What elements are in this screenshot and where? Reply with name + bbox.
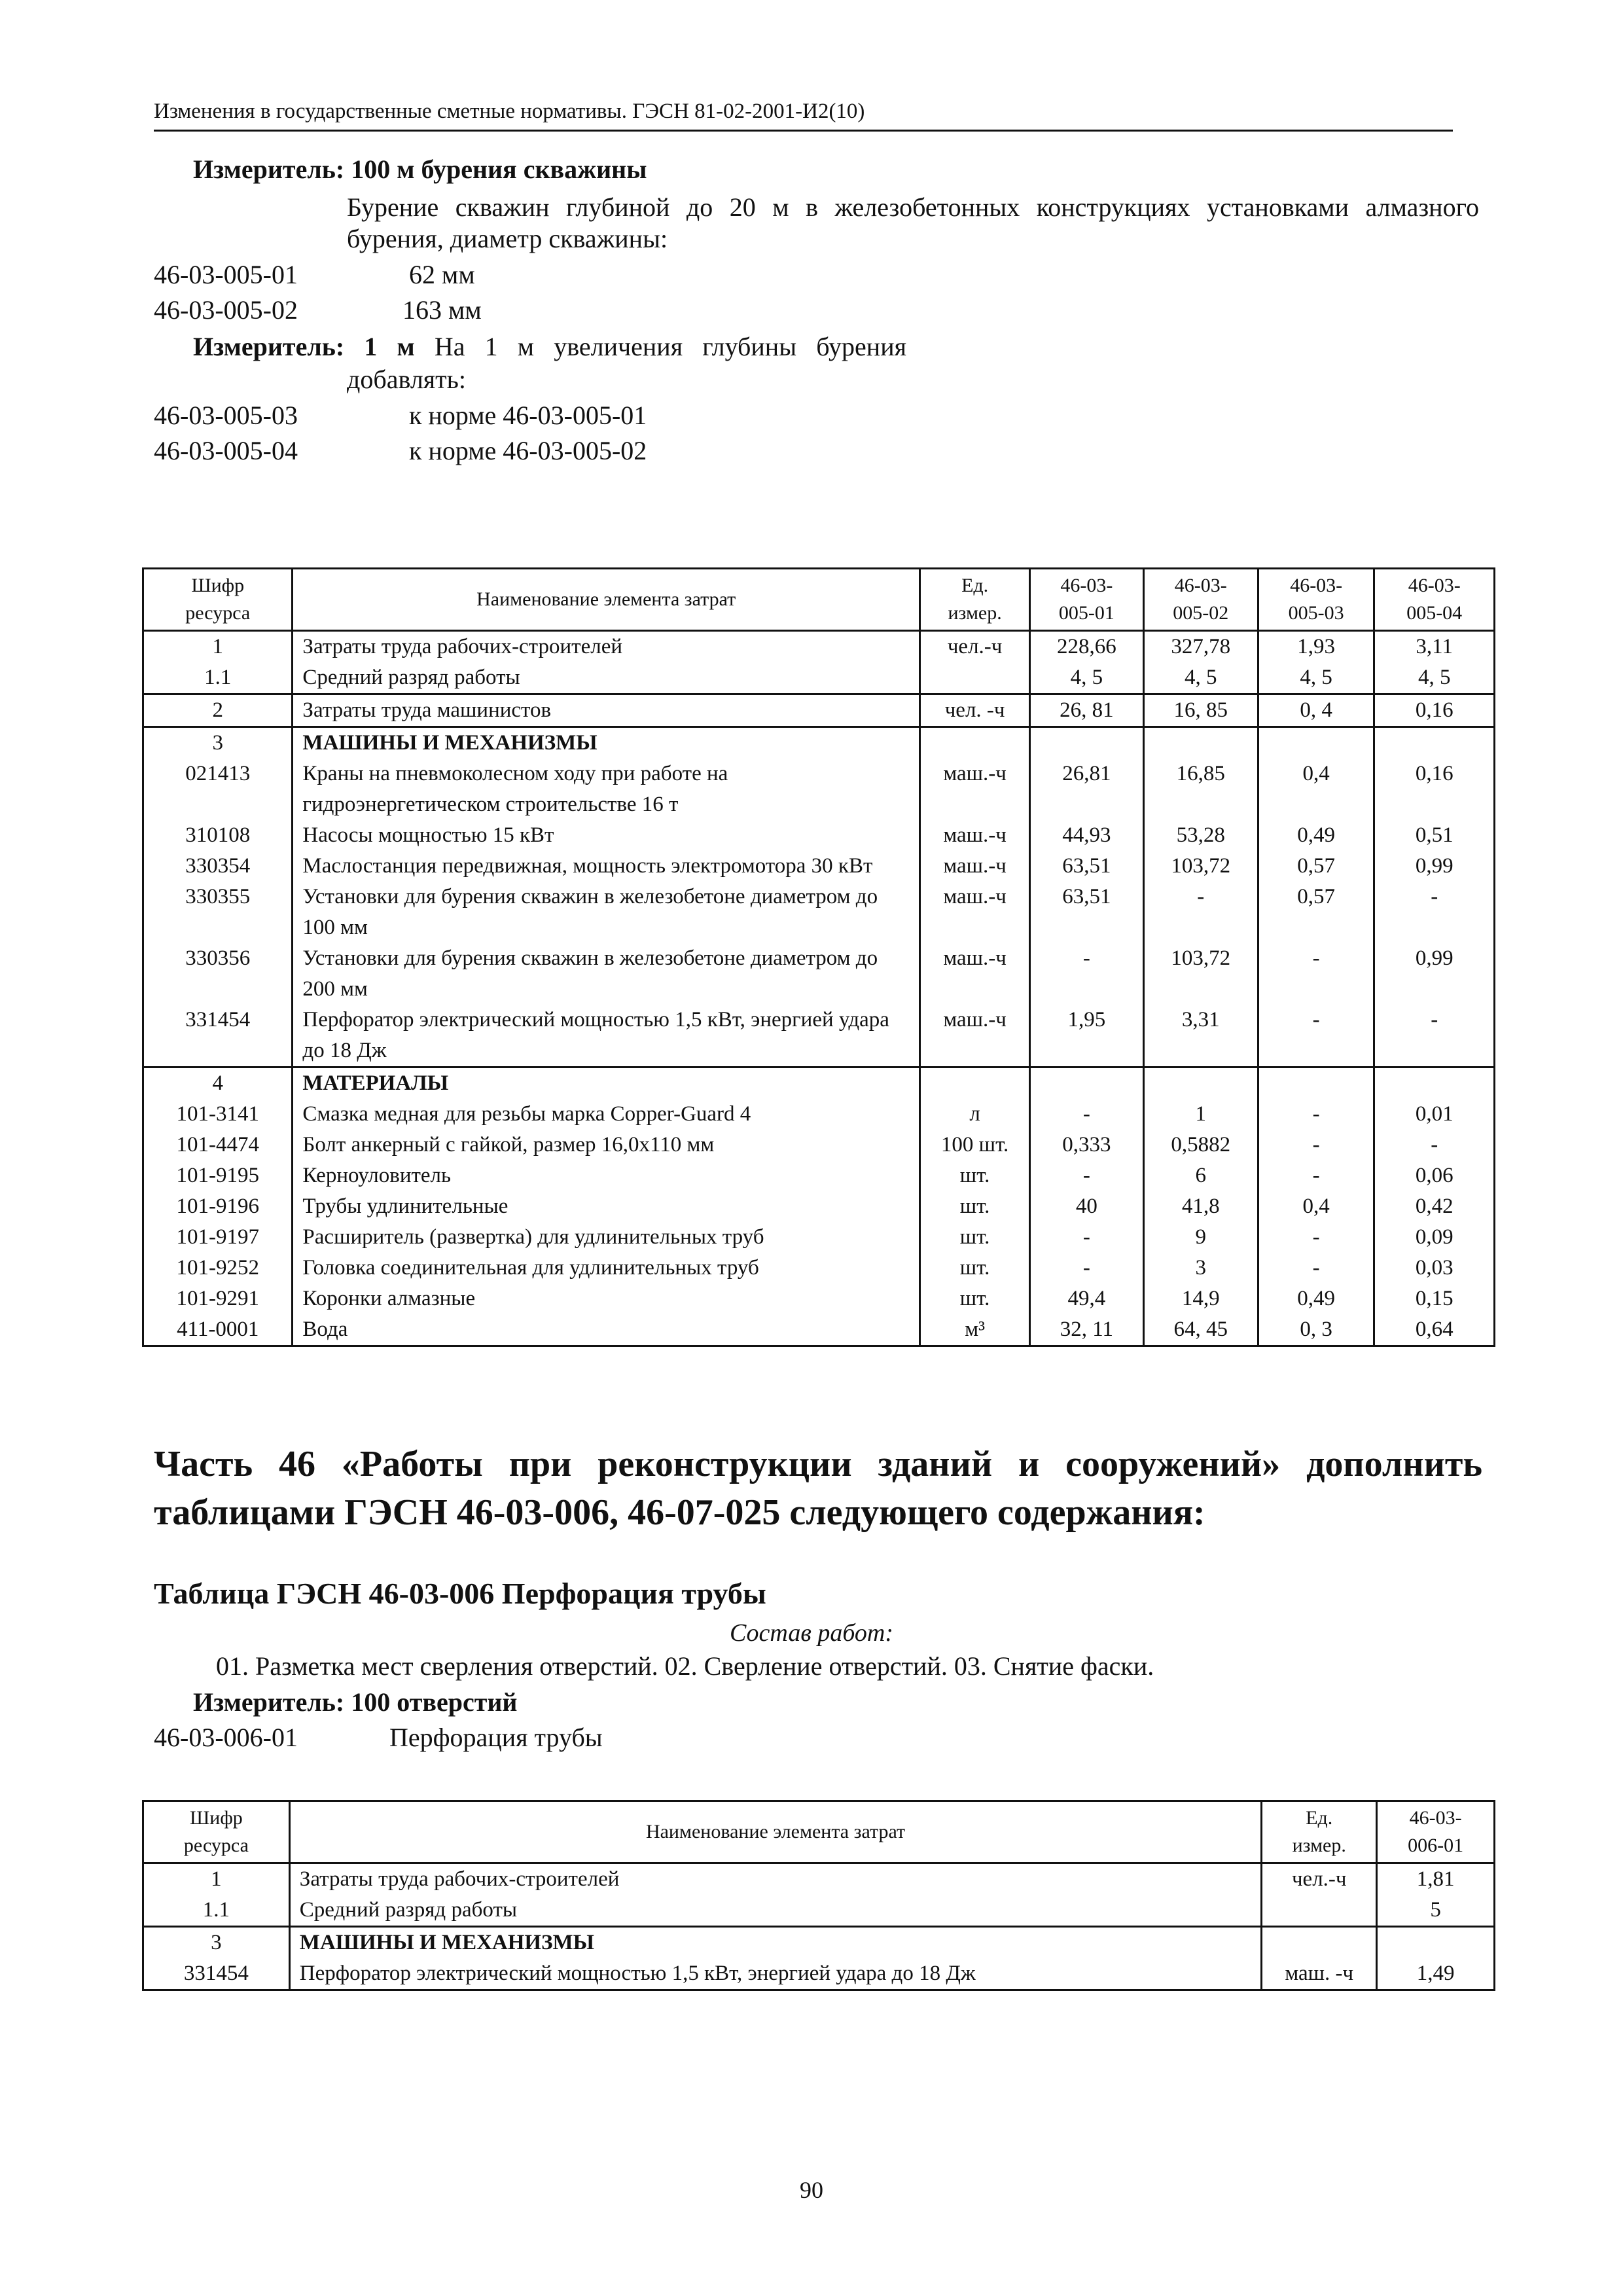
norm-value: - <box>1374 1005 1495 1067</box>
norm-value: 63,51 <box>1030 882 1143 943</box>
resource-code: 101-3141 <box>143 1099 293 1130</box>
norm-value <box>1143 727 1258 759</box>
resource-name: Краны на пневмоколесном ходу при работе на гидроэнергетическом строительстве 16 т <box>293 759 920 820</box>
table-row <box>143 851 1495 882</box>
norm-value: - <box>1030 1160 1143 1191</box>
table-row <box>143 1253 1495 1283</box>
table-row <box>143 1160 1495 1191</box>
resource-unit <box>1262 1895 1377 1927</box>
norm-value: 103,72 <box>1143 851 1258 882</box>
norm-value: - <box>1258 1099 1374 1130</box>
norm-value: 0, 4 <box>1258 694 1374 727</box>
col-header-norm: 46-03- 006-01 <box>1377 1801 1495 1863</box>
norm-value <box>1258 1067 1374 1100</box>
norm-value: 0,99 <box>1374 851 1495 882</box>
norm-value: - <box>1030 1253 1143 1283</box>
norm-text: Перфорация трубы <box>389 1723 603 1752</box>
resource-name: Средний разряд работы <box>289 1895 1262 1927</box>
norm-value: 0,4 <box>1258 1191 1374 1222</box>
resource-unit <box>919 662 1029 694</box>
norm-value: 16, 85 <box>1143 694 1258 727</box>
norm-value: 1,95 <box>1030 1005 1143 1067</box>
resource-name: Установки для бурения скважин в железобетоне диаметром до 200 мм <box>293 943 920 1005</box>
resource-code: 101-4474 <box>143 1130 293 1160</box>
norm-value: - <box>1143 882 1258 943</box>
norm-code: 46-03-006-01 <box>154 1723 298 1752</box>
col-header-norm: 46-03- 005-04 <box>1374 569 1495 631</box>
norm-value: 49,4 <box>1030 1283 1143 1314</box>
table-row <box>143 1958 1495 1990</box>
meter-1m-text-cont: добавлять: <box>347 365 467 394</box>
meter-1m <box>193 329 906 365</box>
norm-value: 1,49 <box>1377 1958 1495 1990</box>
meter-1m-text: На 1 м увеличения глубины бурения <box>434 332 907 361</box>
norm-value: 53,28 <box>1143 820 1258 851</box>
norm-value: 0,15 <box>1374 1283 1495 1314</box>
norm-value: - <box>1258 1222 1374 1253</box>
resource-name: Насосы мощностью 15 кВт <box>293 820 920 851</box>
resource-code: 3 <box>143 1927 290 1959</box>
resource-code: 1 <box>143 1863 290 1895</box>
norm-value: 3,31 <box>1143 1005 1258 1067</box>
page-number: 90 <box>800 2177 823 2203</box>
norm-value: 0,49 <box>1258 1283 1374 1314</box>
running-header: Изменения в государственные сметные нормативы. ГЭСН 81-02-2001-И2(10) <box>154 98 1453 132</box>
norm-value: 0,5882 <box>1143 1130 1258 1160</box>
norm-value: 1 <box>1143 1099 1258 1130</box>
resource-name: Вода <box>293 1314 920 1346</box>
norm-text: к норме 46-03-005-01 <box>409 401 647 430</box>
resource-name: Затраты труда машинистов <box>293 694 920 727</box>
resource-code: 101-9252 <box>143 1253 293 1283</box>
resource-name: Коронки алмазные <box>293 1283 920 1314</box>
norm-value: 14,9 <box>1143 1283 1258 1314</box>
col-header-unit: Ед. измер. <box>1262 1801 1377 1863</box>
resource-code: 1 <box>143 631 293 663</box>
table-row <box>143 1130 1495 1160</box>
norm-value <box>1258 727 1374 759</box>
resource-table-46-03-006 <box>142 1800 1495 1991</box>
resource-unit: маш.-ч <box>919 882 1029 943</box>
norm-value: 64, 45 <box>1143 1314 1258 1346</box>
composition-label: Состав работ: <box>729 1619 894 1647</box>
col-header-code: Шифр ресурса <box>143 1801 290 1863</box>
norm-value: 0,49 <box>1258 820 1374 851</box>
resource-name: Маслостанция передвижная, мощность электромотора 30 кВт <box>293 851 920 882</box>
norm-value <box>1030 727 1143 759</box>
resource-unit: маш.-ч <box>919 759 1029 820</box>
resource-code: 1.1 <box>143 1895 290 1927</box>
norm-value: 4, 5 <box>1258 662 1374 694</box>
norm-value: 0,16 <box>1374 759 1495 820</box>
resource-code: 1.1 <box>143 662 293 694</box>
resource-code: 330356 <box>143 943 293 1005</box>
norm-value: 327,78 <box>1143 631 1258 663</box>
resource-unit: маш. -ч <box>1262 1958 1377 1990</box>
table-row <box>143 1895 1495 1927</box>
norm-value: - <box>1258 943 1374 1005</box>
resource-name: Перфоратор электрический мощностью 1,5 кВт, энергией удара до 18 Дж <box>293 1005 920 1067</box>
norm-text: 163 мм <box>402 295 482 325</box>
norm-code: 46-03-005-02 <box>154 295 298 325</box>
resource-unit <box>919 1067 1029 1100</box>
resource-unit: шт. <box>919 1222 1029 1253</box>
norm-value: 103,72 <box>1143 943 1258 1005</box>
norm-value: 0,4 <box>1258 759 1374 820</box>
resource-name: Керноуловитель <box>293 1160 920 1191</box>
table-row <box>143 1191 1495 1222</box>
norm-value: 4, 5 <box>1143 662 1258 694</box>
resource-code: 4 <box>143 1067 293 1100</box>
resource-code: 330355 <box>143 882 293 943</box>
resource-name: Расширитель (развертка) для удлинительных труб <box>293 1222 920 1253</box>
norm-value: 0,333 <box>1030 1130 1143 1160</box>
norm-value: 0,51 <box>1374 820 1495 851</box>
resource-unit: маш.-ч <box>919 820 1029 851</box>
resource-code: 310108 <box>143 820 293 851</box>
norm-value: 228,66 <box>1030 631 1143 663</box>
norm-value: 0, 3 <box>1258 1314 1374 1346</box>
norm-value: - <box>1374 1130 1495 1160</box>
table-row <box>143 882 1495 943</box>
norm-value: 0,57 <box>1258 882 1374 943</box>
norm-value: 0,16 <box>1374 694 1495 727</box>
norm-value: 44,93 <box>1030 820 1143 851</box>
norm-value: 3,11 <box>1374 631 1495 663</box>
resource-name: Затраты труда рабочих-строителей <box>293 631 920 663</box>
table-row <box>143 1099 1495 1130</box>
norm-code: 46-03-005-04 <box>154 436 298 465</box>
norm-value: 32, 11 <box>1030 1314 1143 1346</box>
resource-code: 411-0001 <box>143 1314 293 1346</box>
resource-name: Смазка медная для резьбы марка Copper-Guard 4 <box>293 1099 920 1130</box>
resource-name: МАШИНЫ И МЕХАНИЗМЫ <box>293 727 920 759</box>
table-row <box>143 631 1495 663</box>
meter-100-holes: Измеритель: 100 отверстий <box>193 1687 518 1717</box>
table-row <box>143 1927 1495 1959</box>
norm-value: 0,03 <box>1374 1253 1495 1283</box>
table-row <box>143 1863 1495 1895</box>
col-header-norm: 46-03- 005-01 <box>1030 569 1143 631</box>
norm-value: 9 <box>1143 1222 1258 1253</box>
resource-unit: 100 шт. <box>919 1130 1029 1160</box>
resource-unit: м³ <box>919 1314 1029 1346</box>
norm-value: 4, 5 <box>1374 662 1495 694</box>
norm-value: 26, 81 <box>1030 694 1143 727</box>
resource-unit: чел.-ч <box>1262 1863 1377 1895</box>
drilling-description-cont: бурения, диаметр скважины: <box>347 224 668 253</box>
norm-value: 0,99 <box>1374 943 1495 1005</box>
norm-value: - <box>1258 1253 1374 1283</box>
norm-value: 0,09 <box>1374 1222 1495 1253</box>
table-row <box>143 820 1495 851</box>
norm-value: 1,93 <box>1258 631 1374 663</box>
table-row <box>143 727 1495 759</box>
resource-code: 101-9197 <box>143 1222 293 1253</box>
resource-code: 3 <box>143 727 293 759</box>
col-header-name: Наименование элемента затрат <box>289 1801 1262 1863</box>
norm-value: 63,51 <box>1030 851 1143 882</box>
norm-value: 6 <box>1143 1160 1258 1191</box>
resource-name: Болт анкерный с гайкой, размер 16,0х110 мм <box>293 1130 920 1160</box>
resource-code: 330354 <box>143 851 293 882</box>
norm-value: 0,57 <box>1258 851 1374 882</box>
norm-value: 40 <box>1030 1191 1143 1222</box>
norm-value: - <box>1030 943 1143 1005</box>
table-row <box>143 1005 1495 1067</box>
col-header-name: Наименование элемента затрат <box>293 569 920 631</box>
norm-value: - <box>1258 1005 1374 1067</box>
resource-code: 331454 <box>143 1958 290 1990</box>
norm-value <box>1374 727 1495 759</box>
norm-value: 0,06 <box>1374 1160 1495 1191</box>
meter-1m-label: Измеритель: 1 м <box>193 332 415 361</box>
resource-unit: маш.-ч <box>919 851 1029 882</box>
norm-value: - <box>1030 1222 1143 1253</box>
table-row <box>143 1067 1495 1100</box>
norm-text: к норме 46-03-005-02 <box>409 436 647 465</box>
norm-value: - <box>1030 1099 1143 1130</box>
resource-name: Средний разряд работы <box>293 662 920 694</box>
part-heading: Часть 46 «Работы при реконструкции зданий и сооружений» дополнить таблицами ГЭСН 46-03-006, 46-07-025 следующего содержания: <box>154 1444 1482 1533</box>
resource-name: МАШИНЫ И МЕХАНИЗМЫ <box>289 1927 1262 1959</box>
norm-value: - <box>1374 882 1495 943</box>
resource-code: 021413 <box>143 759 293 820</box>
col-header-code: Шифр ресурса <box>143 569 293 631</box>
resource-unit: шт. <box>919 1160 1029 1191</box>
norm-value <box>1377 1927 1495 1959</box>
resource-name: Перфоратор электрический мощностью 1,5 кВт, энергией удара до 18 Дж <box>289 1958 1262 1990</box>
norm-value: 5 <box>1377 1895 1495 1927</box>
composition-text: 01. Разметка мест сверления отверстий. 02. Сверление отверстий. 03. Снятие фаски. <box>216 1651 1154 1681</box>
norm-value: - <box>1258 1130 1374 1160</box>
norm-code: 46-03-005-03 <box>154 401 298 430</box>
resource-code: 101-9196 <box>143 1191 293 1222</box>
resource-unit: шт. <box>919 1253 1029 1283</box>
norm-value: 4, 5 <box>1030 662 1143 694</box>
resource-name: Трубы удлинительные <box>293 1191 920 1222</box>
table-row <box>143 943 1495 1005</box>
norm-value: 0,01 <box>1374 1099 1495 1130</box>
table-row <box>143 759 1495 820</box>
resource-name: Установки для бурения скважин в железобетоне диаметром до 100 мм <box>293 882 920 943</box>
col-header-norm: 46-03- 005-02 <box>1143 569 1258 631</box>
resource-unit <box>919 727 1029 759</box>
resource-unit: шт. <box>919 1283 1029 1314</box>
norm-value <box>1030 1067 1143 1100</box>
norm-value <box>1143 1067 1258 1100</box>
table-row <box>143 1283 1495 1314</box>
meter-100m: Измеритель: 100 м бурения скважины <box>193 154 647 184</box>
norm-value: 26,81 <box>1030 759 1143 820</box>
table-row <box>143 694 1495 727</box>
col-header-unit: Ед. измер. <box>919 569 1029 631</box>
norm-value: 16,85 <box>1143 759 1258 820</box>
norm-code: 46-03-005-01 <box>154 260 298 289</box>
norm-value: - <box>1258 1160 1374 1191</box>
table-row <box>143 1222 1495 1253</box>
resource-code: 331454 <box>143 1005 293 1067</box>
resource-table-46-03-005 <box>142 567 1495 1347</box>
norm-value <box>1374 1067 1495 1100</box>
norm-value: 0,42 <box>1374 1191 1495 1222</box>
resource-name: Головка соединительная для удлинительных труб <box>293 1253 920 1283</box>
col-header-norm: 46-03- 005-03 <box>1258 569 1374 631</box>
drilling-description: Бурение скважин глубиной до 20 м в железобетонных конструкциях установками алмазного <box>347 192 1479 222</box>
table-title: Таблица ГЭСН 46-03-006 Перфорация трубы <box>154 1577 766 1610</box>
norm-value: 0,64 <box>1374 1314 1495 1346</box>
table-row <box>143 662 1495 694</box>
norm-value: 41,8 <box>1143 1191 1258 1222</box>
resource-code: 101-9195 <box>143 1160 293 1191</box>
resource-name: Затраты труда рабочих-строителей <box>289 1863 1262 1895</box>
resource-code: 101-9291 <box>143 1283 293 1314</box>
resource-unit: маш.-ч <box>919 1005 1029 1067</box>
resource-unit: маш.-ч <box>919 943 1029 1005</box>
resource-unit: чел. -ч <box>919 694 1029 727</box>
norm-value: 3 <box>1143 1253 1258 1283</box>
resource-code: 2 <box>143 694 293 727</box>
resource-unit <box>1262 1927 1377 1959</box>
resource-unit: л <box>919 1099 1029 1130</box>
resource-unit: чел.-ч <box>919 631 1029 663</box>
resource-unit: шт. <box>919 1191 1029 1222</box>
norm-value: 1,81 <box>1377 1863 1495 1895</box>
norm-text: 62 мм <box>409 260 475 289</box>
table-row <box>143 1314 1495 1346</box>
resource-name: МАТЕРИАЛЫ <box>293 1067 920 1100</box>
